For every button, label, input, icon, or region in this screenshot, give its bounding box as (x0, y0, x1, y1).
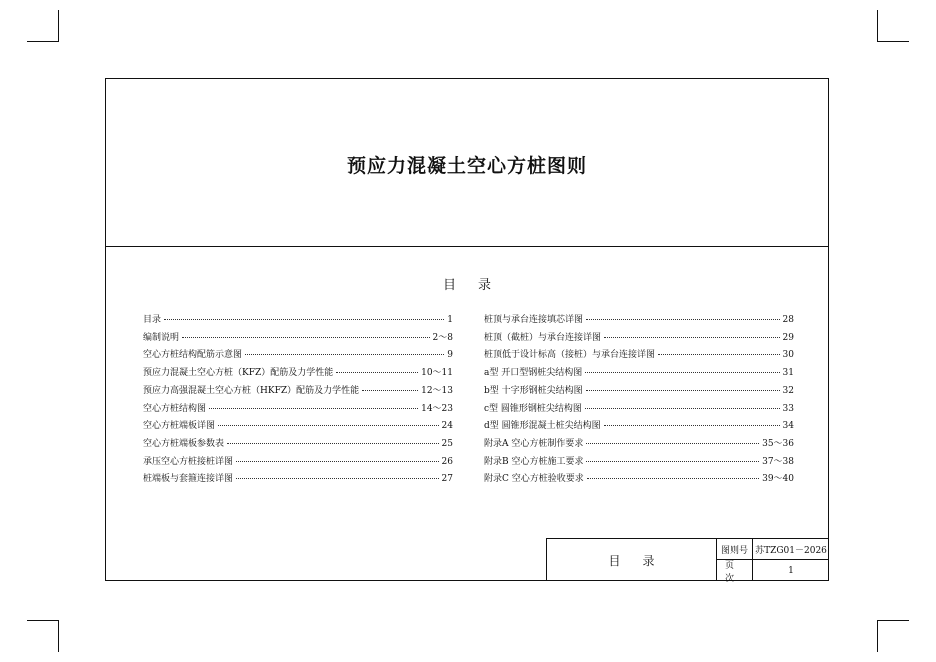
toc-entry (484, 365, 794, 383)
toc-entry (143, 454, 453, 472)
crop-mark-bottom-right-h (877, 620, 909, 621)
toc-entry-label: 承压空心方桩接桩详图 (143, 456, 234, 467)
toc-entry-page: 14～23 (421, 403, 453, 414)
toc-entry (484, 330, 794, 348)
toc-entry (484, 436, 794, 454)
toc-entry-page: 26 (441, 456, 453, 467)
toc-leader-dots (236, 478, 439, 479)
toc-entry-page: 33 (782, 403, 794, 414)
crop-mark-bottom-right-v (877, 620, 878, 652)
toc-entry-page: 25 (441, 438, 453, 449)
drawing-frame (105, 78, 829, 584)
toc-entry-page: 32 (782, 385, 794, 396)
toc-entry-page: 37～38 (762, 456, 794, 467)
title-block-sheet-name: 目录 (547, 539, 717, 581)
crop-mark-top-right-h (877, 41, 909, 42)
title-block-atlas-no-label: 图则号 (717, 539, 753, 560)
toc-entry (143, 365, 453, 383)
toc-entry-label: 桩顶（截桩）与承台连接详图 (484, 332, 602, 343)
toc-entry (484, 312, 794, 330)
toc-entry-page: 27 (441, 474, 453, 485)
toc-entry (484, 383, 794, 401)
toc-entry (143, 471, 453, 489)
toc-entry-label: b型 十字形钢桩尖结构图 (484, 385, 583, 396)
toc-leader-dots (245, 354, 444, 355)
toc-entry (484, 347, 794, 365)
crop-mark-top-right-v (877, 10, 878, 42)
toc-leader-dots (218, 425, 439, 426)
toc-leader-dots (658, 354, 780, 355)
toc-entry-page: 10～11 (421, 368, 453, 379)
toc-entry (143, 436, 453, 454)
toc-leader-dots (362, 390, 418, 391)
title-block (546, 538, 828, 584)
toc-left-column (143, 312, 453, 489)
toc-entry-page: 2～8 (432, 332, 453, 343)
toc-entry (143, 401, 453, 419)
toc-entry-label: 编制说明 (143, 332, 180, 343)
crop-mark-bottom-left-h (27, 620, 59, 621)
toc-entry-page: 29 (782, 332, 794, 343)
toc-entry-label: 空心方桩结构配筋示意图 (143, 350, 243, 361)
toc-entry-label: 桩顶与承台连接填芯详图 (484, 315, 584, 325)
toc-entry (143, 347, 453, 365)
crop-mark-bottom-left-v (58, 620, 59, 652)
toc-entry (484, 471, 794, 489)
toc-entry-label: 空心方桩端板详图 (143, 421, 216, 432)
toc-entry-page: 1 (447, 315, 453, 325)
toc-leader-dots (585, 372, 779, 373)
toc-entry (143, 312, 453, 330)
toc-entry-label: a型 开口型钢桩尖结构图 (484, 368, 583, 379)
toc-leader-dots (604, 337, 780, 338)
toc-leader-dots (236, 461, 439, 462)
toc-entry-label: 桩顶低于设计标高（接桩）与承台连接详图 (484, 350, 656, 361)
toc-entry (143, 330, 453, 348)
toc-entry (484, 454, 794, 472)
toc-entry-label: 附录B 空心方桩施工要求 (484, 456, 584, 467)
toc-leader-dots (182, 337, 430, 338)
toc-entry-page: 35～36 (762, 438, 794, 449)
crop-mark-top-left-h (27, 41, 59, 42)
toc-entry-label: 目录 (143, 315, 162, 325)
toc-entry (484, 401, 794, 419)
toc-entry-page: 31 (782, 368, 794, 379)
toc-entry-label: 桩端板与套箍连接详图 (143, 474, 234, 485)
toc-entry-label: 预应力高强混凝土空心方桩（HKFZ）配筋及力学性能 (143, 385, 360, 396)
toc-entry-label: 预应力混凝土空心方桩（KFZ）配筋及力学性能 (143, 368, 334, 379)
toc-leader-dots (585, 408, 780, 409)
document-title: 预应力混凝土空心方桩图则 (346, 155, 587, 177)
toc-leader-dots (336, 372, 418, 373)
title-block-page-label: 页次 (717, 560, 753, 581)
toc-leader-dots (209, 408, 418, 409)
toc-leader-dots (604, 425, 780, 426)
toc-entry-page: 24 (441, 421, 453, 432)
crop-mark-top-left-v (58, 10, 59, 42)
toc-leader-dots (227, 443, 439, 444)
toc-leader-dots (586, 443, 759, 444)
toc-leader-dots (586, 390, 780, 391)
toc-entry-label: 空心方桩结构图 (143, 403, 207, 414)
toc-entry-label: 空心方桩端板参数表 (143, 438, 225, 449)
title-block-page-value: 1 (788, 565, 794, 576)
toc-leader-dots (164, 319, 444, 320)
toc-entry-page: 39～40 (762, 474, 794, 485)
toc-entry-page: 30 (782, 350, 794, 361)
toc-right-column (484, 312, 794, 489)
toc-entry-page: 34 (782, 421, 794, 432)
toc-entry-page: 28 (782, 315, 794, 325)
toc-entry (143, 383, 453, 401)
toc-entry (143, 418, 453, 436)
toc-leader-dots (587, 478, 759, 479)
toc-entry-label: d型 圆锥形混凝土桩尖结构图 (484, 421, 601, 432)
toc-entry-label: 附录A 空心方桩制作要求 (484, 438, 584, 449)
toc-leader-dots (586, 319, 780, 320)
toc-entry-page: 12～13 (421, 385, 453, 396)
toc-entry-page: 9 (447, 350, 453, 361)
title-area (106, 79, 828, 247)
toc-entry (484, 418, 794, 436)
toc-leader-dots (586, 461, 759, 462)
toc-entry-label: 附录C 空心方桩验收要求 (484, 474, 584, 485)
title-block-atlas-no-value: 苏TZG01－2026 (753, 539, 829, 560)
toc-heading: 目录 (442, 278, 513, 293)
toc-entry-label: c型 圆锥形钢桩尖结构图 (484, 403, 582, 414)
